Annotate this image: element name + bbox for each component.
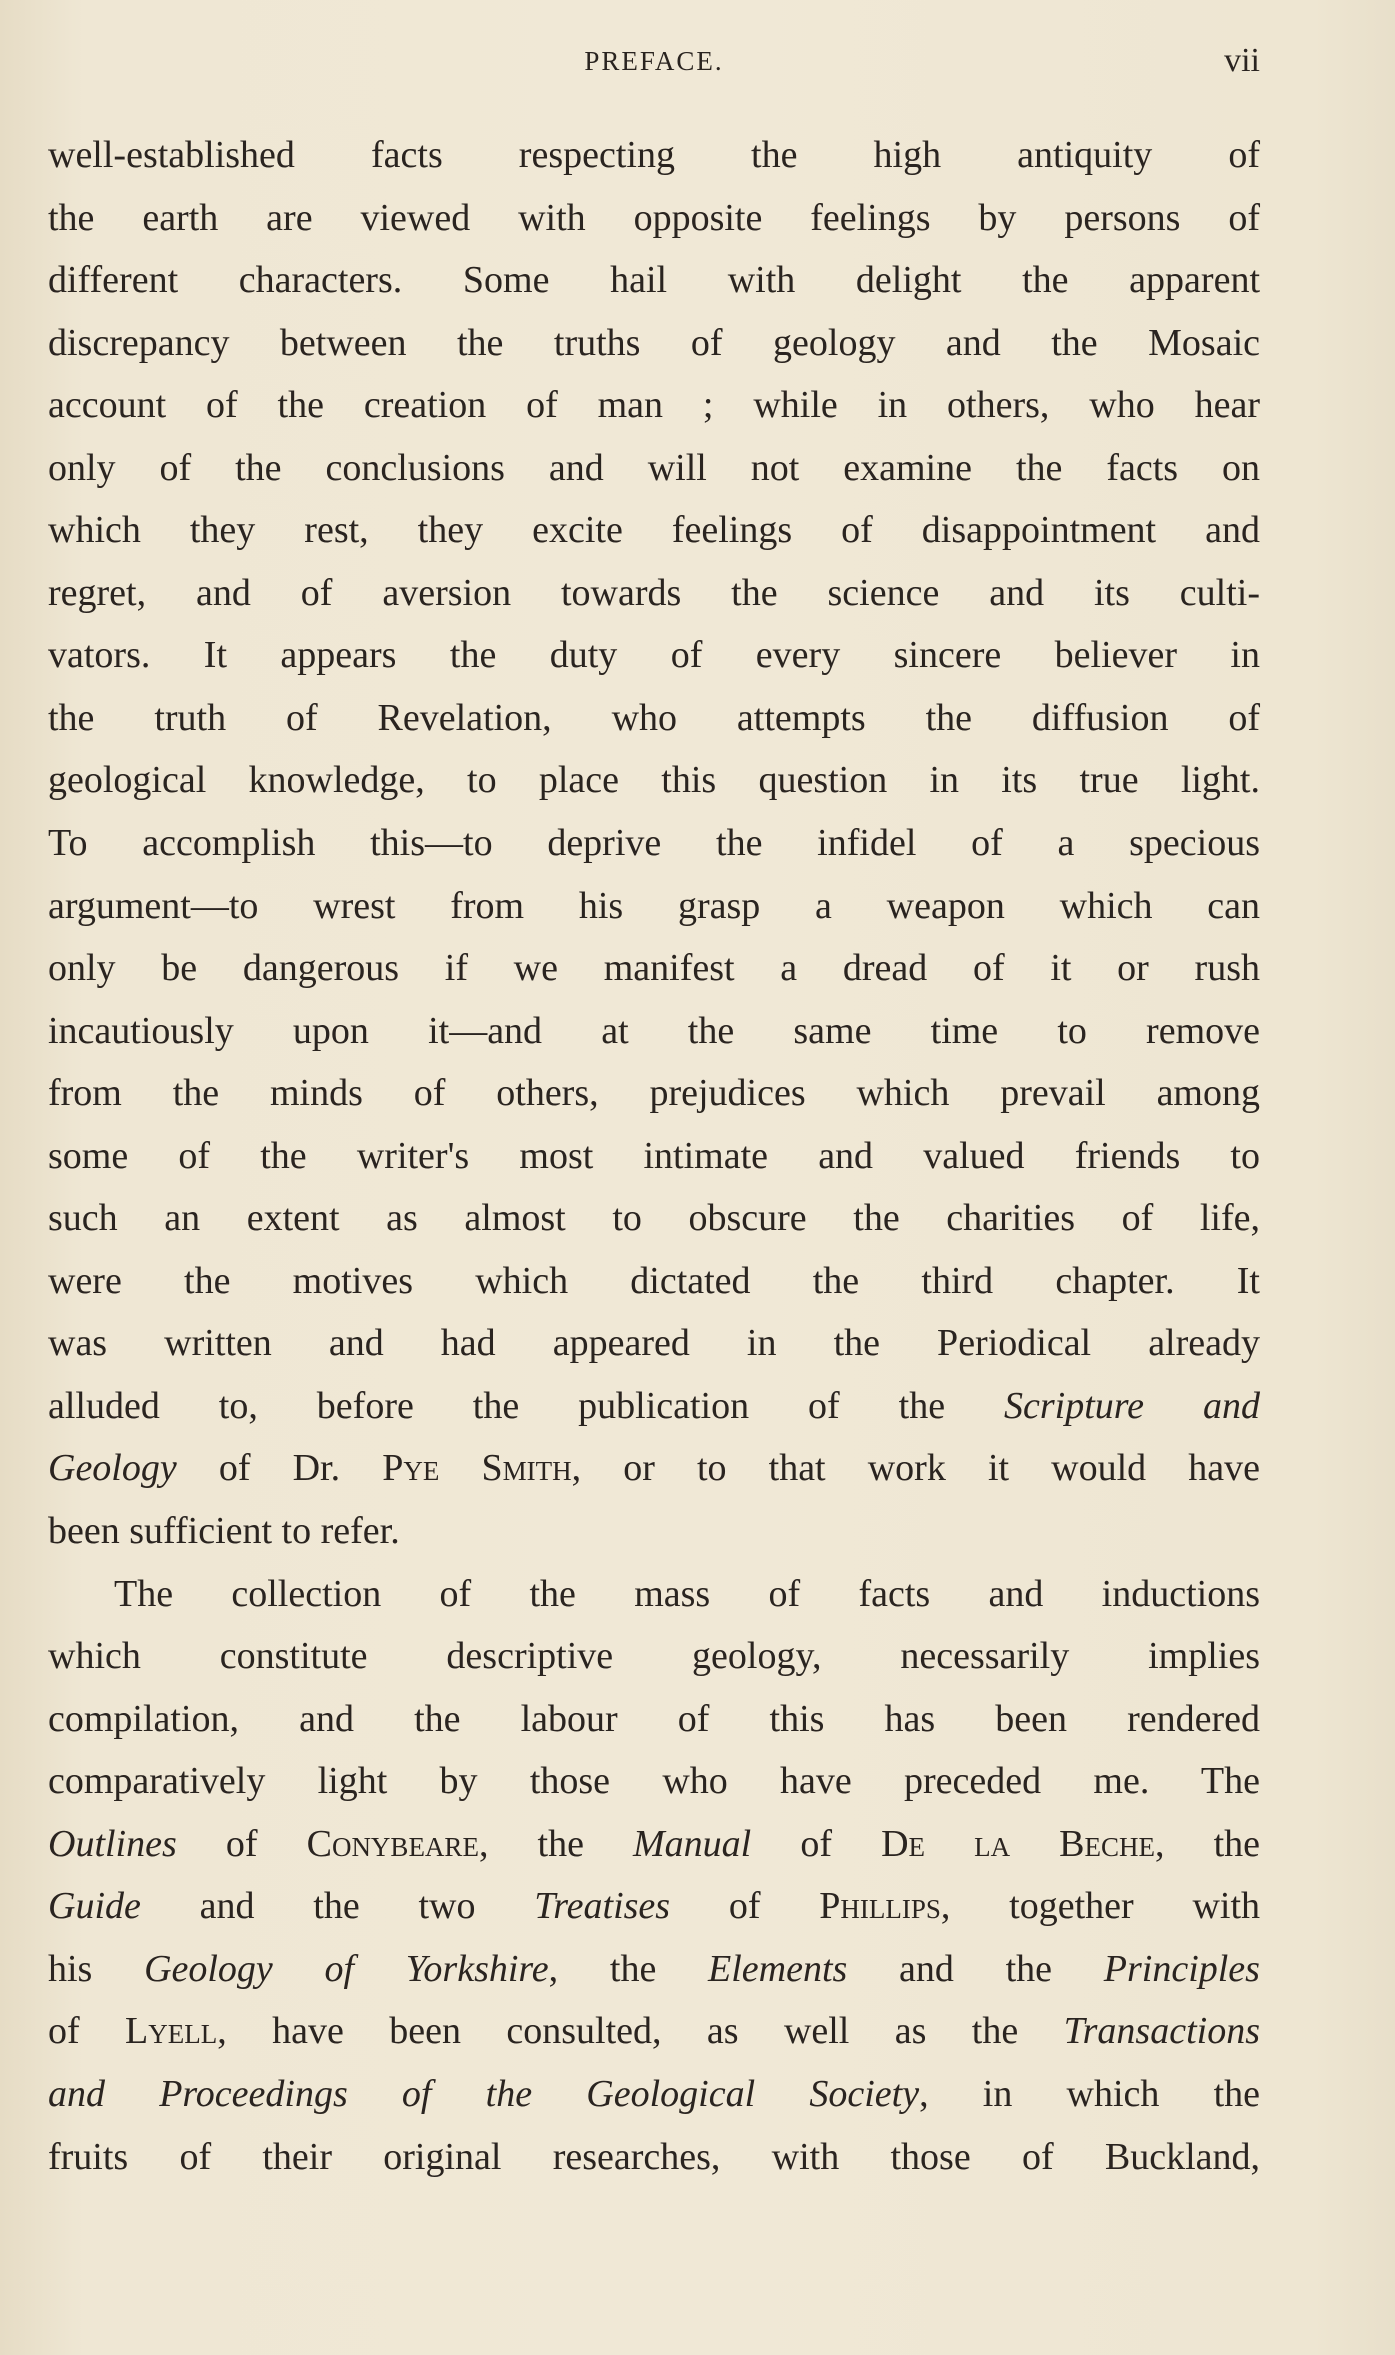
text-line [48,2000,1260,2063]
text-line: The collection of the mass of facts and inductions [114,1572,1260,1615]
text-line: the truth of Revelation, who attempts the diffusion of [48,696,1260,739]
text-line: was written and had appeared in the Periodical already [48,1322,1260,1365]
italic-title: Geology of Yorkshire [144,1947,549,1990]
italic-title: and Proceedings of the Geological Society [48,2072,920,2115]
text-line: geological knowledge, to place this question in its true light. [48,759,1260,802]
text-run: of [751,1822,882,1865]
italic-title: Geology [48,1447,177,1490]
text-line: from the minds of others, prejudices which prevail among [48,1072,1260,1115]
text-run: and the [847,1947,1104,1990]
italic-title: Manual [633,1822,752,1865]
text-run: , in which the [919,2072,1260,2115]
text-run: , together with [940,1885,1260,1928]
page-number: vii [1224,42,1260,79]
text-line: vators. It appears the duty of every sincere believer in [48,634,1260,677]
author-name: Phillips [819,1885,941,1928]
text-run: of [670,1885,820,1928]
text-line [48,1437,1260,1500]
text-line: comparatively light by those who have preceded me. The [48,1760,1260,1803]
text-line: which constitute descriptive geology, necessarily implies [48,1635,1260,1678]
text-line [48,1375,1260,1438]
text-line: some of the writer's most intimate and valued friends to [48,1134,1260,1177]
text-line: such an extent as almost to obscure the charities of life, [48,1197,1260,1240]
body-text [48,124,1260,2188]
text-line [48,1813,1260,1876]
text-line: been sufficient to refer. [48,1510,400,1553]
text-run: , have been consulted, as well as the [217,2010,1064,2053]
text-line: were the motives which dictated the third chapter. It [48,1259,1260,1302]
author-name: Conybeare [306,1822,479,1865]
text-run: alluded to, before the publication of the [48,1384,1005,1427]
text-line: argument—to wrest from his grasp a weapon which can [48,884,1260,927]
text-line: well-established facts respecting the high antiquity of [48,134,1260,176]
text-line: compilation, and the labour of this has been rendered [48,1697,1260,1740]
author-name: Pye Smith [382,1447,572,1490]
text-line: account of the creation of man ; while in others, who hear [48,384,1260,427]
text-run: , the [478,1822,634,1865]
text-run: , the [548,1947,709,1990]
italic-title: Transactions [1063,2010,1260,2053]
text-line: incautiously upon it—and at the same time to remove [48,1009,1260,1052]
author-name: Lyell [125,2010,218,2053]
text-line: discrepancy between the truths of geology and the Mosaic [48,321,1260,364]
text-run: , or to that work it would have [571,1447,1261,1490]
text-run: , the [1154,1822,1260,1865]
text-line [48,2063,1260,2126]
text-line: which they rest, they excite feelings of disappointment and [48,509,1260,552]
text-line: different characters. Some hail with delight the apparent [48,259,1260,302]
running-title: PREFACE. [584,46,724,76]
italic-title: Outlines [48,1822,177,1865]
text-line: To accomplish this—to deprive the infidel of a specious [48,822,1260,865]
page-header [48,42,1260,82]
italic-title: Scripture and [1004,1384,1260,1427]
italic-title: Guide [48,1885,141,1928]
text-run: his [48,1947,145,1990]
text-run: and the two [140,1885,535,1928]
text-line: regret, and of aversion towards the science and its culti- [48,571,1260,614]
author-name: De la Beche [881,1822,1155,1865]
text-line: only be dangerous if we manifest a dread of it or rush [48,947,1260,990]
italic-title: Treatises [534,1885,671,1928]
text-run: of Dr. [176,1447,383,1490]
italic-title: Elements [708,1947,848,1990]
italic-title: Principles [1103,1947,1260,1990]
text-line [48,1875,1260,1938]
text-line: the earth are viewed with opposite feelings by persons of [48,196,1260,239]
text-run: of [48,2010,126,2053]
text-line: fruits of their original researches, with those of Buckland, [48,2135,1260,2178]
text-line [48,1938,1260,2001]
text-run: of [176,1822,307,1865]
text-line: only of the conclusions and will not examine the facts on [48,446,1260,489]
